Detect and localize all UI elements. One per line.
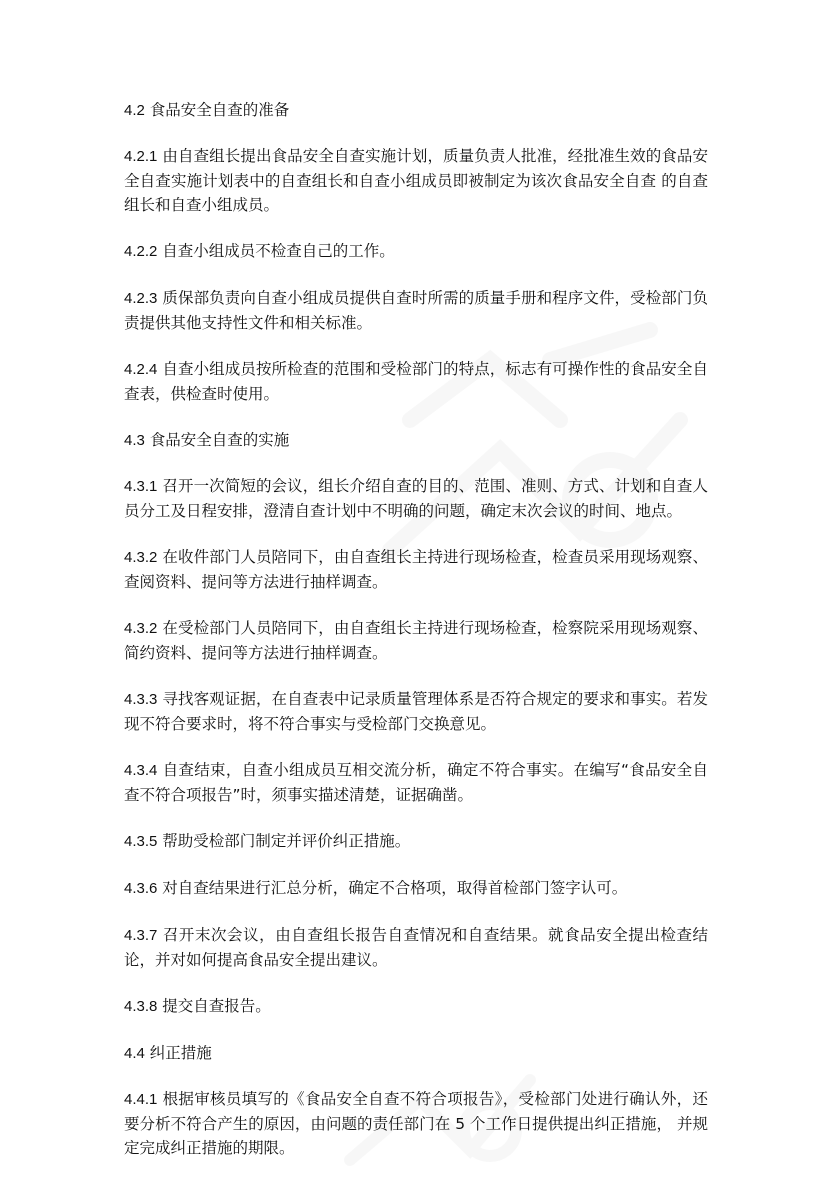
clause-number: 4.3.2: [124, 549, 158, 566]
clause-number: 4.3.7: [124, 927, 158, 944]
clause-paragraph: [124, 758, 708, 807]
clause-number: 4.3: [124, 432, 145, 449]
clause-paragraph: [124, 994, 708, 1019]
clause-text: 召开末次会议，由自查组长报告自查情况和自查结果。就食品安全提出检查结论，并对如何提高食品安全提出建议。: [124, 926, 708, 969]
clause-text: 自查小组成员不检查自己的工作。: [157, 242, 395, 260]
clause-text: 提交自查报告。: [157, 997, 271, 1015]
clause-number: 4.2.4: [124, 361, 158, 378]
clause-paragraph: [124, 923, 708, 972]
clause-paragraph: [124, 616, 708, 665]
clause-number: 4.3.5: [124, 833, 158, 850]
clause-text: 根据审核员填写的《食品安全自查不符合项报告》，受检部门处进行确认外，还要分析不符合产生的原因，由问题的责任部门在 5 个工作日提供提出纠正措施， 并规定完成纠正措施的期限。: [124, 1090, 708, 1157]
section-heading: [124, 1041, 708, 1066]
section-heading: [124, 98, 708, 123]
clause-paragraph: [124, 286, 708, 335]
clause-number: 4.3.3: [124, 691, 158, 708]
clause-text: 自查结束，自查小组成员互相交流分析，确定不符合事实。在编写“食品安全自查不符合项报告”时，须事实描述清楚，证据确凿。: [124, 761, 708, 804]
clause-text: 自查小组成员按所检查的范围和受检部门的特点，标志有可操作性的食品安全自查表，供检查时使用。: [124, 360, 708, 403]
clause-paragraph: [124, 144, 708, 217]
clause-number: 4.3.6: [124, 880, 158, 897]
clause-text: 寻找客观证据，在自查表中记录质量管理体系是否符合规定的要求和事实。若发现不符合要求时，将不符合事实与受检部门交换意见。: [124, 690, 708, 733]
clause-text: 食品安全自查的实施: [144, 431, 290, 449]
clause-text: 召开一次简短的会议，组长介绍自查的目的、范围、准则、方式、计划和自查人员分工及日程安排，澄清自查计划中不明确的问题，确定末次会议的时间、地点。: [124, 477, 708, 520]
clause-number: 4.2.3: [124, 290, 158, 307]
clause-paragraph: [124, 687, 708, 736]
document-body: [124, 98, 708, 1182]
clause-number: 4.2: [124, 102, 145, 119]
clause-text: 食品安全自查的准备: [144, 101, 290, 119]
clause-number: 4.3.1: [124, 478, 158, 495]
clause-text: 对自查结果进行汇总分析，确定不合格项，取得首检部门签字认可。: [157, 879, 628, 897]
clause-number: 4.4.1: [124, 1091, 158, 1108]
clause-paragraph: [124, 876, 708, 901]
clause-paragraph: [124, 829, 708, 854]
section-heading: [124, 428, 708, 453]
clause-number: 4.2.2: [124, 243, 158, 260]
clause-paragraph: [124, 474, 708, 523]
clause-paragraph: [124, 1087, 708, 1160]
clause-paragraph: [124, 545, 708, 594]
clause-paragraph: [124, 357, 708, 406]
clause-text: 质保部负责向自查小组成员提供自查时所需的质量手册和程序文件，受检部门负责提供其他支持性文件和相关标准。: [124, 289, 708, 332]
clause-number: 4.4: [124, 1045, 145, 1062]
clause-number: 4.2.1: [124, 148, 158, 165]
clause-number: 4.3.8: [124, 998, 158, 1015]
clause-paragraph: [124, 239, 708, 264]
clause-text: 在受检部门人员陪同下，由自查组长主持进行现场检查，检察院采用现场观察、简约资料、提问等方法进行抽样调查。: [124, 619, 708, 662]
clause-text: 由自查组长提出食品安全自查实施计划，质量负责人批准，经批准生效的食品安全自查实施计划表中的自查组长和自查小组成员即被制定为该次食品安全自查 的自查组长和自查小组成员。: [124, 147, 708, 214]
clause-text: 在收件部门人员陪同下，由自查组长主持进行现场检查，检查员采用现场观察、查阅资料、提问等方法进行抽样调查。: [124, 548, 708, 591]
clause-number: 4.3.2: [124, 620, 158, 637]
clause-number: 4.3.4: [124, 762, 158, 779]
clause-text: 纠正措施: [144, 1044, 212, 1062]
clause-text: 帮助受检部门制定并评价纠正措施。: [157, 832, 411, 850]
